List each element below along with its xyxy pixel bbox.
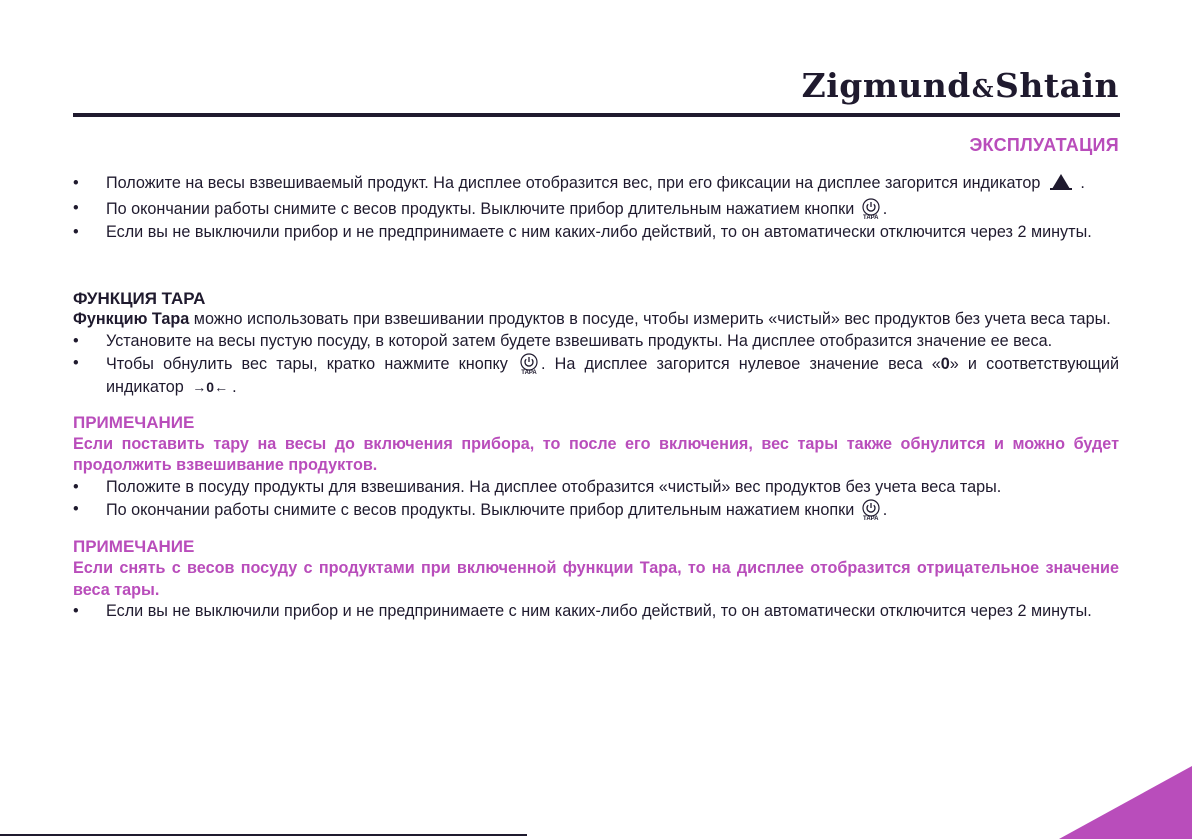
note-2-heading: ПРИМЕЧАНИЕ [73, 536, 195, 556]
bullet-dot: • [73, 174, 79, 192]
operation-bullet-1-text: Положите на весы взвешиваемый продукт. На дисплее отобразится вес, при его фиксации на дисплее загорится индикатор [106, 174, 1041, 192]
operation-bullet-2-end: . [882, 199, 888, 218]
tare-heading: ФУНКЦИЯ ТАРА [73, 288, 206, 308]
note-1-bullet-2 [73, 499, 1119, 523]
corner-decoration [1059, 766, 1192, 839]
tare-bullet-2-text-b: . На дисплее загорится нулевое значение веса « [541, 354, 941, 373]
tare-bullet-2 [73, 353, 1119, 399]
operation-bullet-2-text: По окончании работы снимите с весов продукты. Выключите прибор длительным нажатием кнопки [106, 199, 855, 218]
manual-content [73, 173, 1119, 623]
bullet-dot: • [73, 222, 79, 241]
tare-intro-text: можно использовать при взвешивании продуктов в посуде, чтобы измерить «чистый» вес продуктов без учета веса тары. [189, 310, 1111, 329]
stable-indicator-icon [1050, 173, 1072, 198]
zero-indicator-icon: →0← [192, 378, 229, 395]
section-title: ЭКСПЛУАТАЦИЯ [969, 135, 1119, 155]
operation-bullet-3-text: Если вы не выключили прибор и не предпринимаете с ним каких-либо действий, то он автоматически отключится через 2 минуты. [106, 222, 1092, 241]
note-2-bullet-1-text: Если вы не выключили прибор и не предпринимаете с ним каких-либо действий, то он автоматически отключится через 2 минуты. [106, 602, 1092, 621]
note-2-text [73, 558, 1119, 602]
header-rule [73, 113, 1120, 117]
bullet-dot: • [73, 478, 79, 497]
bullet-dot: • [73, 499, 79, 518]
note-2-text-bold: функции Тара, [562, 558, 682, 577]
operation-bullet-3 [73, 222, 1119, 244]
power-icon-caption: ТАРА [521, 369, 537, 376]
note-1-bullet-2-end: . [882, 500, 888, 519]
tare-bullet-2-text-a: Чтобы обнулить вес тары, кратко нажмите кнопку [106, 354, 508, 373]
power-icon [518, 353, 540, 377]
spacer [73, 399, 1119, 412]
tare-bullet-2-text-c: » и соответствующий индикатор [106, 354, 1119, 396]
bullet-dot: • [73, 198, 79, 217]
operation-bullet-1-end: . [1080, 174, 1085, 192]
tare-intro-bold: Функцию Тара [73, 310, 190, 329]
note-2-text-b: то на дисплее отобразится отрицательное значение веса тары. [73, 558, 1120, 599]
power-icon [860, 198, 882, 222]
bullet-dot: • [73, 602, 79, 621]
note-2-bullet-1 [73, 601, 1119, 623]
spacer [73, 523, 1119, 536]
tare-bullet-2-end: . [232, 377, 237, 396]
brand-logo [802, 66, 1119, 105]
power-icon-caption: ТАРА [863, 214, 879, 221]
logo-word-right: Shtain [995, 66, 1119, 105]
footer-rule [0, 834, 527, 836]
tare-bullet-1 [73, 331, 1119, 353]
bullet-dot: • [73, 353, 79, 372]
power-icon [860, 499, 882, 523]
spacer [73, 244, 1119, 288]
tare-bullet-1-text: Установите на весы пустую посуду, в которой затем будете взвешивать продукты. На дисплее отобразится значение ее веса. [106, 332, 1053, 351]
note-1-text: Если поставить тару на весы до включения прибора, то после его включения, вес тары также обнулится и можно будет продолжить взвешивание продуктов. [73, 434, 1119, 475]
operation-bullet-2 [73, 198, 1119, 222]
logo-word-left: Zigmund [801, 66, 971, 105]
tare-intro [73, 309, 1119, 331]
bullet-dot: • [73, 332, 79, 351]
note-1-bullet-1 [73, 477, 1119, 499]
zero-value: 0 [940, 354, 950, 373]
power-icon-caption: ТАРА [863, 515, 879, 522]
note-1-bullet-1-text: Положите в посуду продукты для взвешивания. На дисплее отобразится «чистый» вес продуктов без учета веса тары. [106, 478, 1002, 497]
logo-ampersand: & [971, 74, 995, 103]
note-1-heading: ПРИМЕЧАНИЕ [73, 412, 195, 432]
note-1-bullet-2-text: По окончании работы снимите с весов продукты. Выключите прибор длительным нажатием кнопки [106, 500, 855, 519]
operation-bullet-1 [73, 173, 1119, 198]
note-2-text-a: Если снять с весов посуду с продуктами при включенной [73, 558, 563, 577]
